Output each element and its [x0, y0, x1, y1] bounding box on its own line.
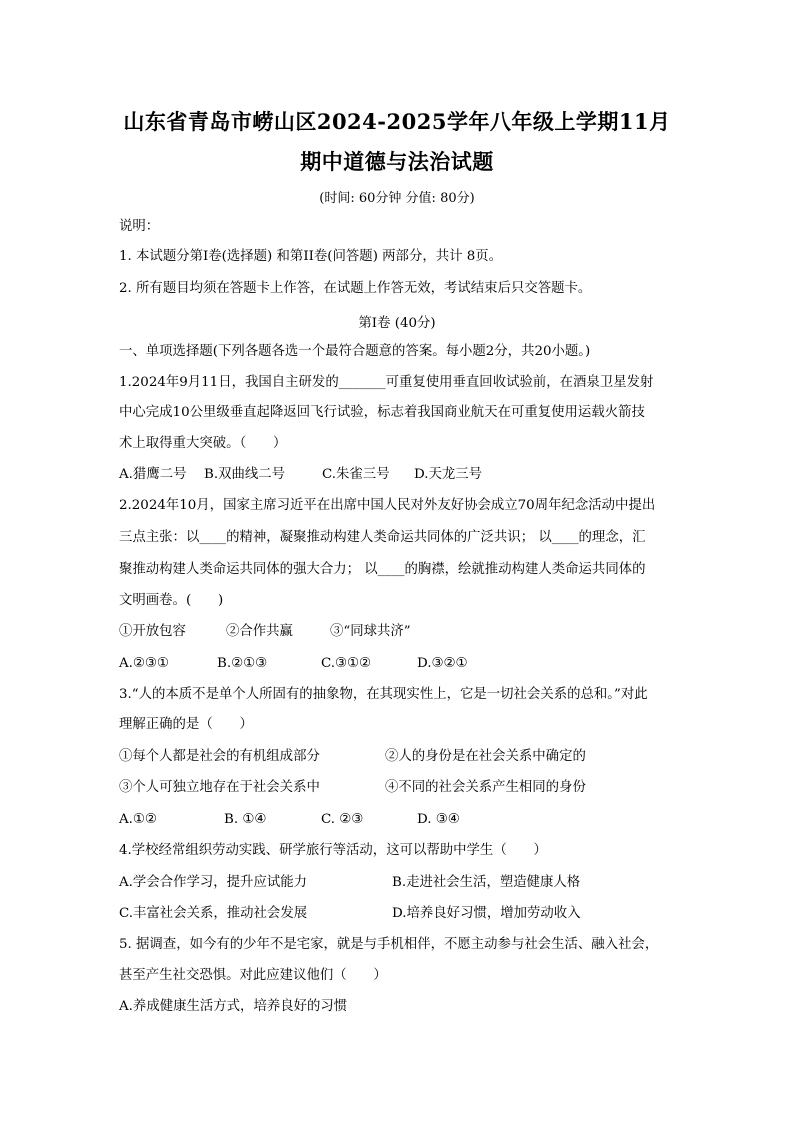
q2-option-a: A.②③① [119, 656, 169, 671]
instructions-heading: 说明： [119, 219, 160, 234]
q4-option-c: C.丰富社会关系，推动社会发展 [119, 906, 308, 921]
q1-stem-line-1: 1.2024年9月11日，我国自主研发的_______可重复使用垂直回收试验前，在酒泉卫星发射 [119, 375, 654, 390]
q2-option-d: D.③②① [417, 656, 468, 671]
q1-option-a: A.猎鹰二号 [119, 467, 187, 482]
q5-stem-line-1: 5. 据调查，如今有的少年不是宅家，就是与手机相伴，不愿主动参与社会生活、融入社会， [119, 937, 659, 952]
q1-stem-line-3: 术上取得重大突破。（ ） [119, 436, 287, 451]
q1-option-c: C.朱雀三号 [322, 467, 390, 482]
q2-item-3: ③“同球共济” [330, 624, 411, 639]
q3-item-1: ①每个人都是社会的有机组成部分 [119, 749, 320, 764]
q2-option-c: C.③①② [321, 656, 372, 671]
q3-option-b: B. ①④ [224, 812, 267, 827]
q3-item-4: ④不同的社会关系产生相同的身份 [385, 780, 586, 795]
section-1-intro: 一、单项选择题(下列各题各选一个最符合题意的答案。每小题2分，共20小题。) [119, 344, 591, 359]
q4-option-d: D.培养良好习惯，增加劳动收入 [392, 906, 581, 921]
section-1-title: 第I卷 (40分) [358, 316, 436, 331]
q5-stem-line-2: 甚至产生社交恐惧。对此应建议他们（ ） [119, 968, 387, 983]
instruction-item-2: 2. 所有题目均须在答题卡上作答，在试题上作答无效，考试结束后只交答题卡。 [119, 281, 592, 296]
q2-stem-line-1: 2.2024年10月，国家主席习近平在出席中国人民对外友好协会成立70周年纪念活动中提出 [119, 498, 656, 513]
q3-stem-line-2: 理解正确的是（ ） [119, 717, 253, 732]
q4-stem-line-1: 4.学校经常组织劳动实践、研学旅行等活动，这可以帮助中学生（ ） [119, 843, 547, 858]
q2-option-b: B.②①③ [217, 656, 268, 671]
q5-option-a: A.养成健康生活方式，培养良好的习惯 [119, 999, 348, 1014]
q1-stem-line-2: 中心完成10公里级垂直起降返回飞行试验，标志着我国商业航天在可重复使用运载火箭技 [119, 405, 645, 420]
q3-option-a: A.①② [119, 812, 157, 827]
q4-option-a: A.学会合作学习，提升应试能力 [119, 875, 308, 890]
instruction-item-1: 1. 本试题分第I卷(选择题) 和第II卷(问答题) 两部分，共计 8页。 [119, 249, 503, 264]
q4-option-b: B.走进社会生活，塑造健康人格 [392, 875, 581, 890]
exam-time-score: (时间: 60分钟 分值: 80分) [319, 191, 475, 206]
q3-option-d: D. ③④ [417, 812, 460, 827]
q3-option-c: C. ②③ [321, 812, 364, 827]
q1-option-b: B.双曲线二号 [204, 467, 286, 482]
q3-stem-line-1: 3.“人的本质不是单个人所固有的抽象物，在其现实性上，它是一切社会关系的总和。”对此 [119, 687, 648, 702]
q2-stem-line-3: 聚推动构建人类命运共同体的强大合力； 以____的胸襟，绘就推动构建人类命运共同体的 [119, 562, 646, 577]
q2-stem-line-2: 三点主张：以____的精神，凝聚推动构建人类命运共同体的广泛共识； 以____的理念，汇 [119, 530, 646, 545]
q2-item-2: ②合作共赢 [226, 624, 293, 639]
exam-title-line-2: 期中道德与法治试题 [300, 149, 494, 174]
q1-option-d: D.天龙三号 [414, 467, 483, 482]
q3-item-2: ②人的身份是在社会关系中确定的 [385, 749, 586, 764]
exam-title-line-1: 山东省青岛市崂山区2024-2025学年八年级上学期11月 [123, 109, 671, 134]
q2-stem-line-4: 文明画卷。( ) [119, 593, 224, 608]
q3-item-3: ③个人可独立地存在于社会关系中 [119, 780, 320, 795]
q2-item-1: ①开放包容 [119, 624, 186, 639]
